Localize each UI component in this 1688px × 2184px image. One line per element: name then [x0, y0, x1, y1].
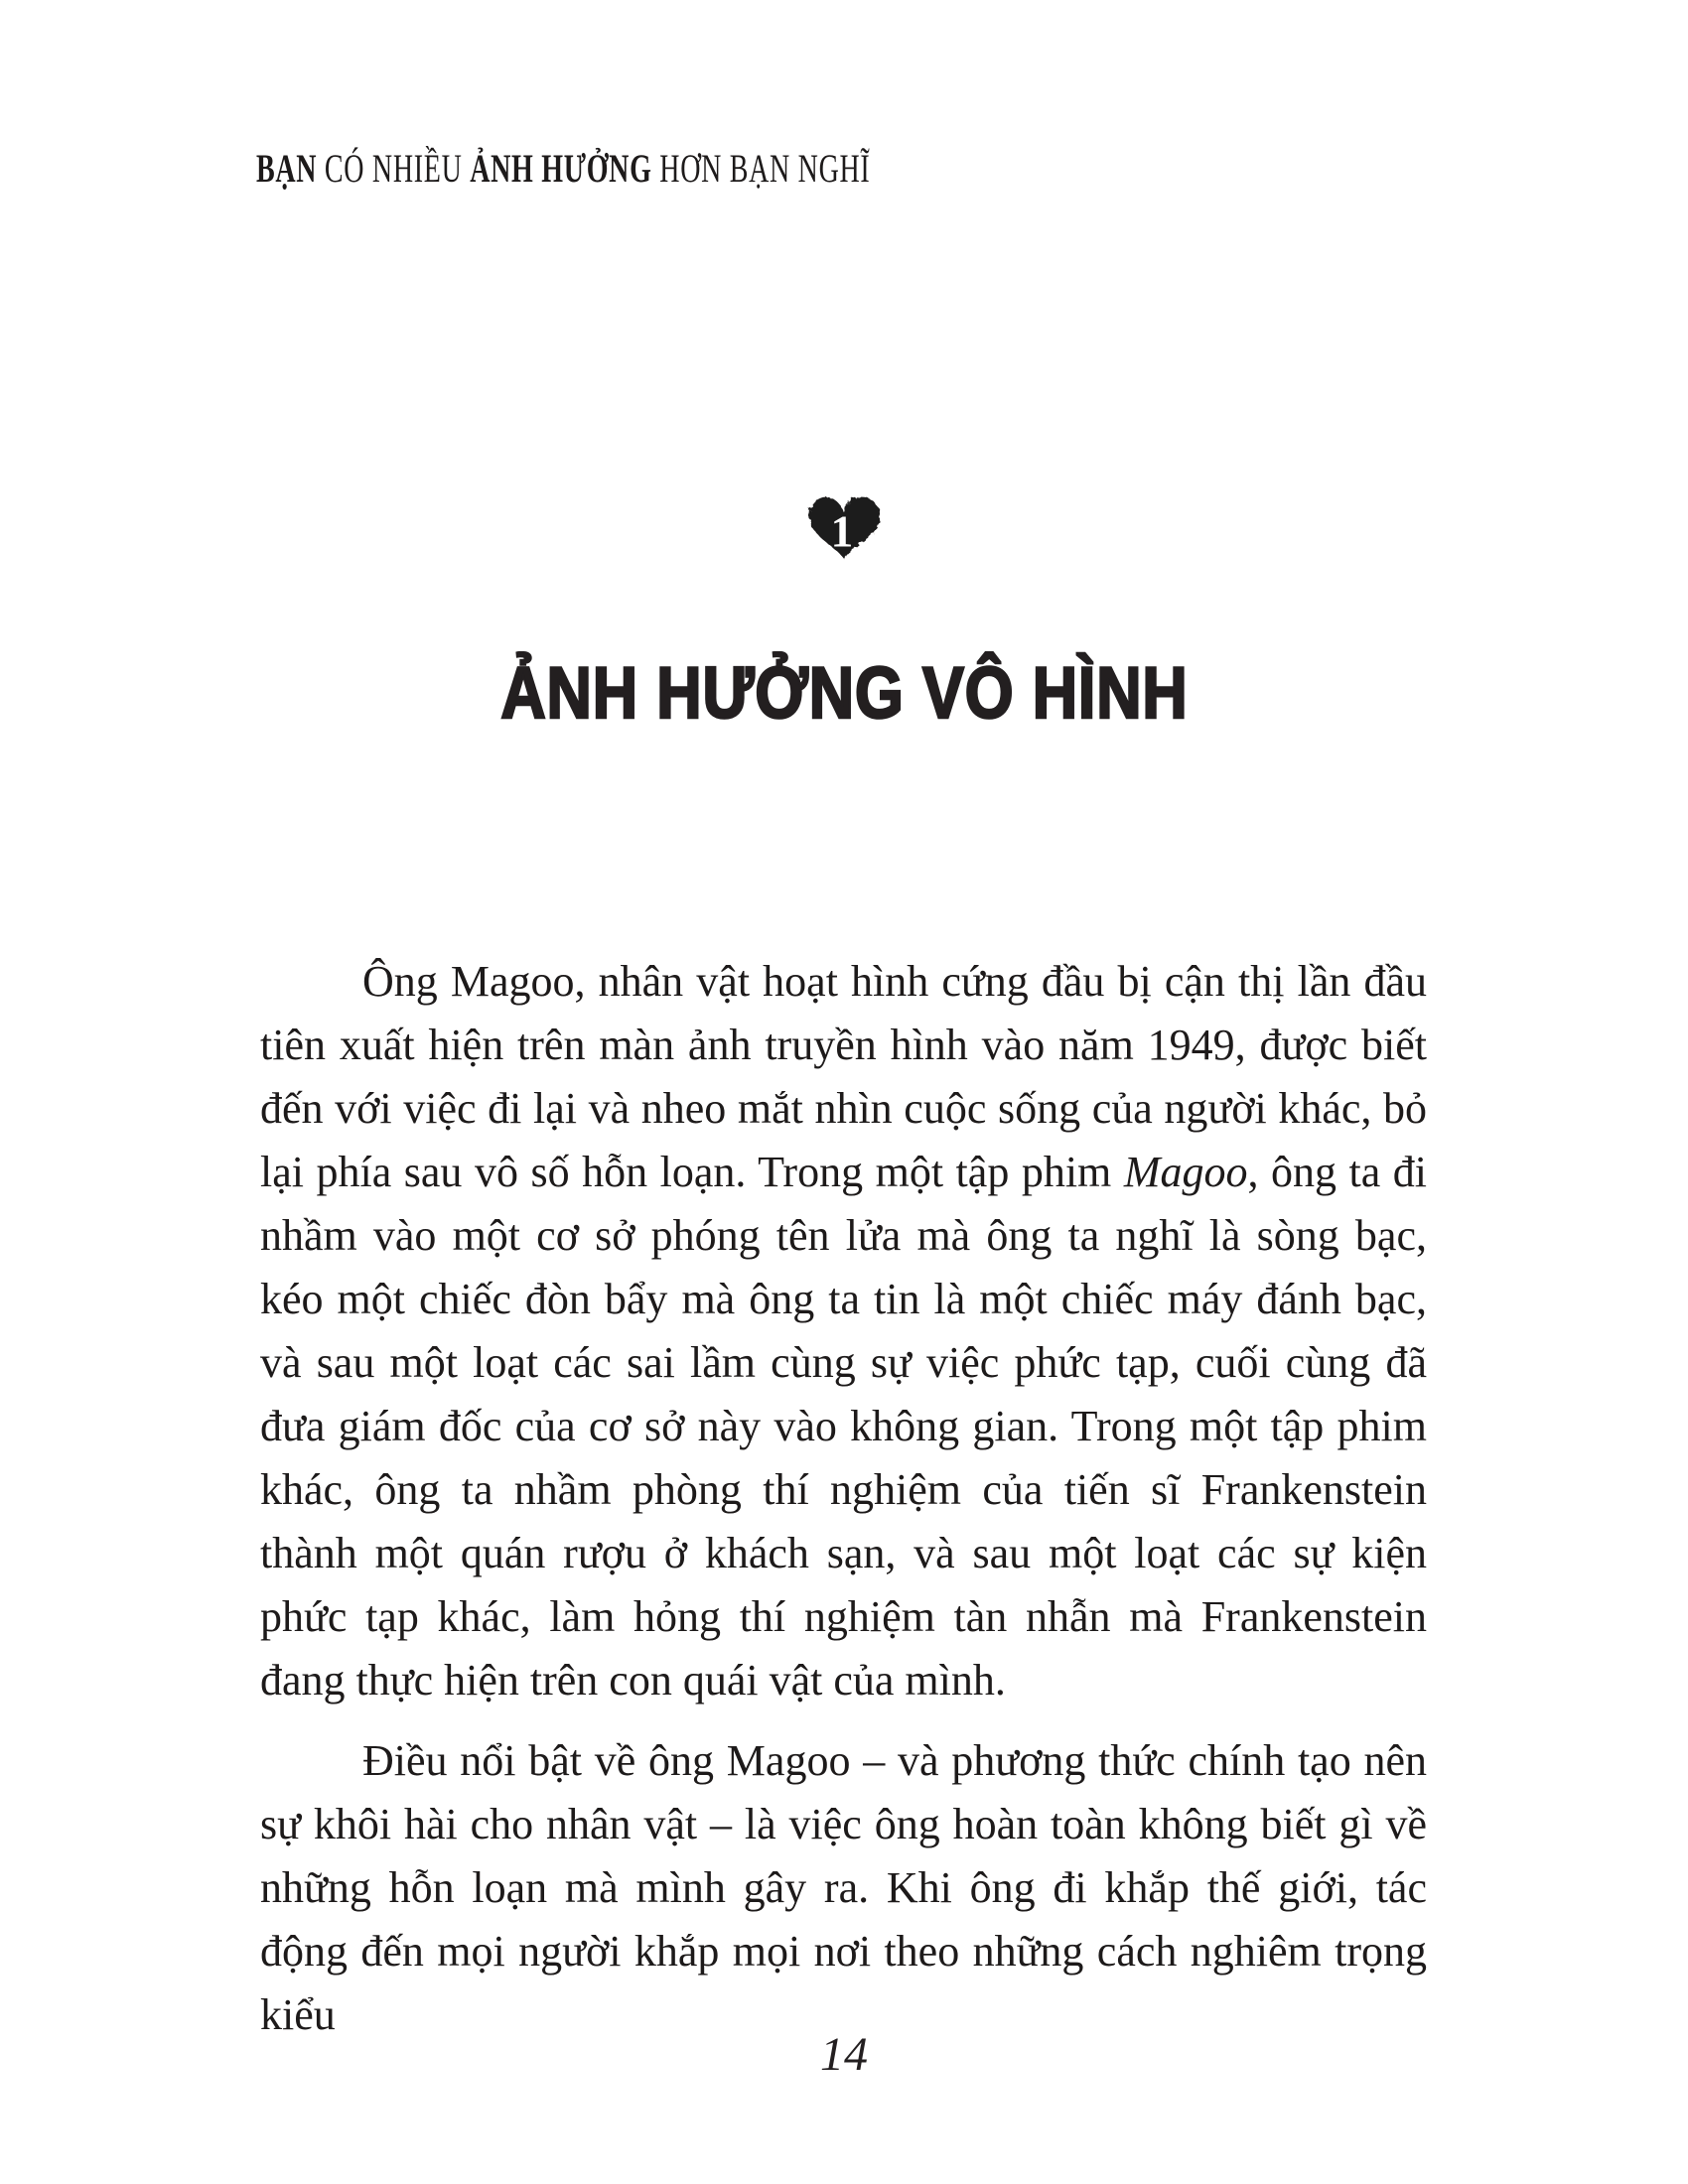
text-segment: Magoo — [1123, 1148, 1248, 1196]
paragraph — [260, 1729, 1427, 2047]
text-segment: CÓ NHIỀU — [317, 146, 471, 191]
running-header-text — [256, 146, 871, 191]
text-segment: ẢNH HƯỞNG — [470, 146, 652, 191]
text-segment: HƠN BẠN NGHĨ — [651, 146, 871, 191]
chapter-title — [0, 651, 1688, 737]
grunge-heart-icon — [804, 490, 884, 564]
chapter-title-text: ẢNH HƯỞNG VÔ HÌNH — [499, 653, 1189, 734]
text-segment: , ông ta đi nhầm vào một cơ sở phóng tên lửa mà ông ta nghĩ là sòng bạc, kéo một chiếc đòn bẩy mà ông ta tin là một chiếc máy đánh bạc, và sau một loạt các sai lầm cùng sự việc phức tạp, cuối cùng đã đưa giám đốc của cơ sở này vào không gian. Trong một tập phim khác, ông ta nhầm phòng thí nghiệm của tiến sĩ Frankenstein thành một quán rượu ở khách sạn, và sau một loạt các sự kiện phức tạp khác, làm hỏng thí nghiệm tàn nhẫn mà Frankenstein đang thực hiện trên con quái vật của mình. — [260, 1148, 1428, 1705]
chapter-ornament — [0, 490, 1688, 569]
body-text — [260, 950, 1427, 2064]
page-number — [0, 2028, 1688, 2081]
page-number-text: 14 — [820, 2028, 868, 2081]
text-segment: Điều nổi bật về ông Magoo – và phương thức chính tạo nên sự khôi hài cho nhân vật – là việc ông hoàn toàn không biết gì về những hỗn loạn mà mình gây ra. Khi ông đi khắp thế giới, tác động đến mọi người khắp mọi nơi theo những cách nghiêm trọng kiểu — [260, 1736, 1427, 2039]
text-segment: Ông Magoo, nhân vật hoạt hình cứng đầu bị cận thị lần đầu tiên xuất hiện trên màn ảnh truyền hình vào năm 1949, được biết đến với việc đi lại và nheo mắt nhìn cuộc sống của người khác, bỏ lại phía sau vô số hỗn loạn. Trong một tập phim — [260, 957, 1427, 1196]
chapter-number: 1 — [830, 506, 854, 557]
text-segment: BẠN — [256, 146, 318, 191]
paragraph — [260, 950, 1427, 1712]
running-header — [256, 146, 1133, 191]
